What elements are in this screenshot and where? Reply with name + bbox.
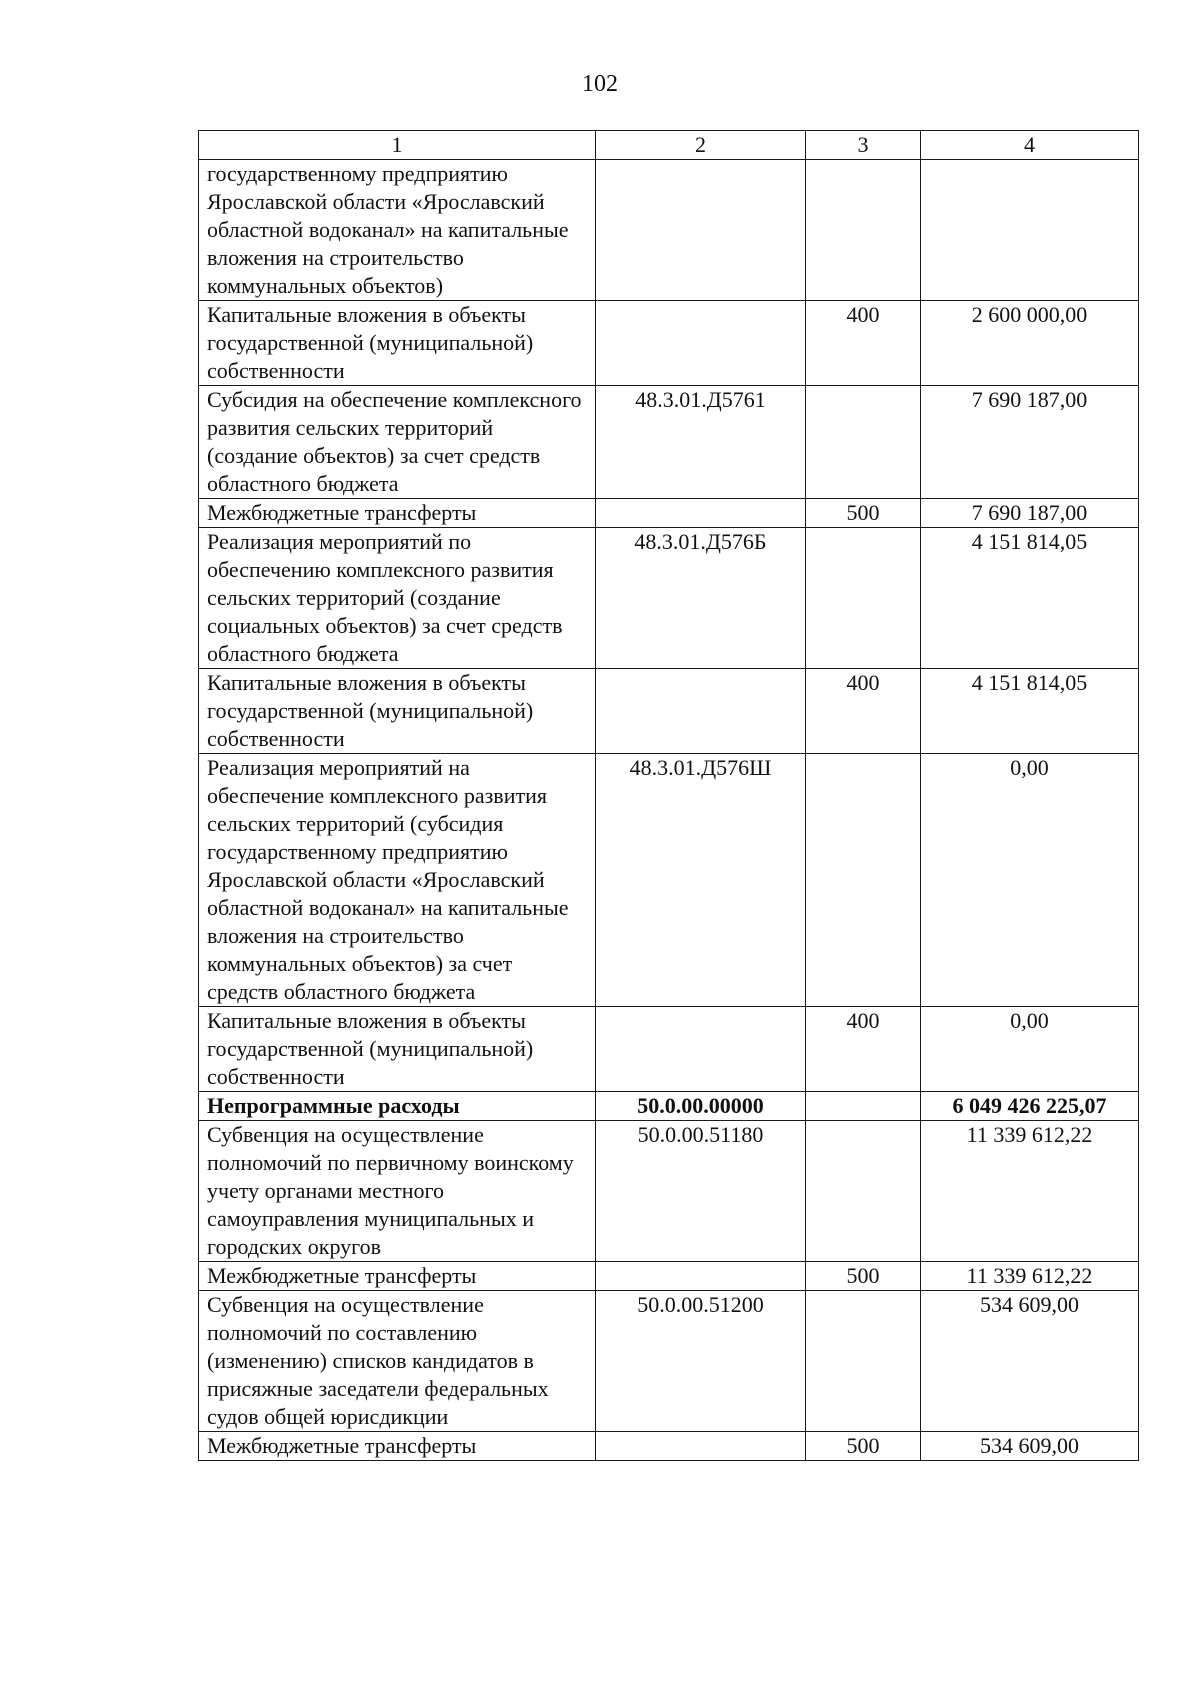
row-name-cell: Непрограммные расходы (199, 1092, 596, 1121)
table-row (199, 1121, 1139, 1262)
row-code-cell (596, 1432, 806, 1461)
table-row (199, 386, 1139, 499)
row-amount-cell: 534 609,00 (921, 1291, 1139, 1432)
row-name-cell: Реализация мероприятий на обеспечение комплексного развития сельских территорий (субсидия государственному предприятию Ярославской области «Ярославский областной водоканал» на капитальные вложения на строительство коммунальных объектов) за счет средств областного бюджета (199, 754, 596, 1007)
row-amount-cell: 4 151 814,05 (921, 528, 1139, 669)
row-amount-cell (921, 160, 1139, 301)
row-amount-cell: 7 690 187,00 (921, 499, 1139, 528)
row-name-cell: Капитальные вложения в объекты государственной (муниципальной) собственности (199, 301, 596, 386)
row-code-cell (596, 160, 806, 301)
row-amount-cell: 534 609,00 (921, 1432, 1139, 1461)
table-row (199, 499, 1139, 528)
table-row (199, 754, 1139, 1007)
row-type-cell: 500 (806, 1432, 921, 1461)
table-row (199, 669, 1139, 754)
row-name-cell: Межбюджетные трансферты (199, 1432, 596, 1461)
row-type-cell (806, 1092, 921, 1121)
row-type-cell (806, 1121, 921, 1262)
row-name-cell: Субвенция на осуществление полномочий по составлению (изменению) списков кандидатов в присяжные заседатели федеральных судов общей юрисдикции (199, 1291, 596, 1432)
column-header-2: 2 (596, 131, 806, 160)
row-type-cell: 500 (806, 499, 921, 528)
row-amount-cell: 0,00 (921, 1007, 1139, 1092)
row-type-cell: 400 (806, 1007, 921, 1092)
row-name-cell: Капитальные вложения в объекты государственной (муниципальной) собственности (199, 669, 596, 754)
column-header-1: 1 (199, 131, 596, 160)
row-code-cell: 50.0.00.51200 (596, 1291, 806, 1432)
table-header-row (199, 131, 1139, 160)
row-code-cell (596, 301, 806, 386)
row-amount-cell: 11 339 612,22 (921, 1262, 1139, 1291)
table-row (199, 1262, 1139, 1291)
row-code-cell: 50.0.00.00000 (596, 1092, 806, 1121)
row-type-cell (806, 754, 921, 1007)
row-name-cell: Капитальные вложения в объекты государственной (муниципальной) собственности (199, 1007, 596, 1092)
table-row (199, 528, 1139, 669)
table-row (199, 1092, 1139, 1121)
row-code-cell: 48.3.01.Д576Ш (596, 754, 806, 1007)
row-code-cell: 48.3.01.Д576Б (596, 528, 806, 669)
row-name-cell: Межбюджетные трансферты (199, 499, 596, 528)
table-row (199, 301, 1139, 386)
table-row (199, 160, 1139, 301)
row-code-cell: 48.3.01.Д5761 (596, 386, 806, 499)
row-amount-cell: 2 600 000,00 (921, 301, 1139, 386)
row-amount-cell: 6 049 426 225,07 (921, 1092, 1139, 1121)
row-amount-cell: 0,00 (921, 754, 1139, 1007)
column-header-4: 4 (921, 131, 1139, 160)
row-code-cell (596, 499, 806, 528)
budget-table-body (199, 131, 1139, 1461)
row-name-cell: Реализация мероприятий по обеспечению комплексного развития сельских территорий (создание социальных объектов) за счет средств областного бюджета (199, 528, 596, 669)
row-code-cell (596, 669, 806, 754)
row-code-cell (596, 1262, 806, 1291)
row-amount-cell: 11 339 612,22 (921, 1121, 1139, 1262)
row-type-cell (806, 160, 921, 301)
row-name-cell: Субвенция на осуществление полномочий по первичному воинскому учету органами местного самоуправления муниципальных и городских округов (199, 1121, 596, 1262)
row-code-cell: 50.0.00.51180 (596, 1121, 806, 1262)
row-type-cell (806, 1291, 921, 1432)
row-type-cell (806, 386, 921, 499)
row-name-cell: государственному предприятию Ярославской области «Ярославский областной водоканал» на капитальные вложения на строительство коммунальных объектов) (199, 160, 596, 301)
page-number: 102 (582, 71, 618, 97)
table-row (199, 1291, 1139, 1432)
table-row (199, 1007, 1139, 1092)
row-type-cell (806, 528, 921, 669)
row-amount-cell: 4 151 814,05 (921, 669, 1139, 754)
row-code-cell (596, 1007, 806, 1092)
row-name-cell: Межбюджетные трансферты (199, 1262, 596, 1291)
row-type-cell: 400 (806, 301, 921, 386)
table-row (199, 1432, 1139, 1461)
budget-table (198, 130, 1139, 1461)
row-amount-cell: 7 690 187,00 (921, 386, 1139, 499)
row-type-cell: 500 (806, 1262, 921, 1291)
row-name-cell: Субсидия на обеспечение комплексного развития сельских территорий (создание объектов) за счет средств областного бюджета (199, 386, 596, 499)
column-header-3: 3 (806, 131, 921, 160)
row-type-cell: 400 (806, 669, 921, 754)
